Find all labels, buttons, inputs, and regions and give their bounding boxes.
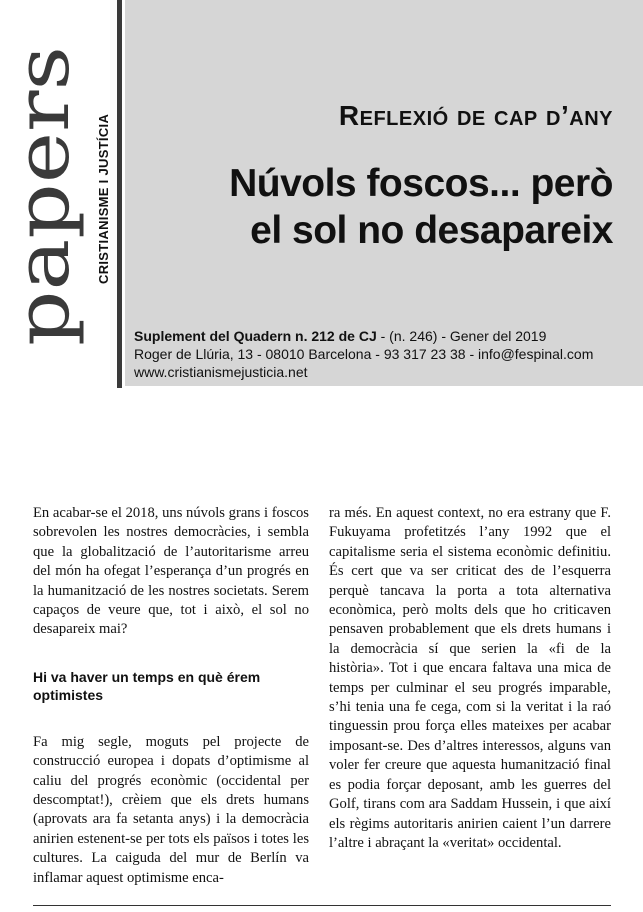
address-line: Roger de Llúria, 13 - 08010 Barcelona - 93 317 23 38 - info@fespinal.com	[134, 346, 594, 362]
title-line-2: el sol no desapareix	[250, 209, 613, 252]
masthead-divider	[117, 0, 122, 388]
body-paragraph-part1: Fa mig segle, moguts pel projecte de construcció europea i dopats d’optimisme al caliu del progrés econòmic (occidental per descomptat!), crèiem que els drets humans (aprovats ara fa setanta anys) i la democràcia anirien estenent-se per tots els països i totes les cultures. La caiguda del mur de Berlín va inflamar aquest optimisme enca-	[33, 733, 309, 886]
intro-paragraph: En acabar-se el 2018, uns núvols grans i foscos sobrevolen les nostres democràcies, i sembla que la globalització de l’autoritarisme arreu del món ha ofegat l’esperança d’un progrés en la humanització de les nostres societats. Serem capaços de veure que, tot i això, el sol no desapareix mai?	[33, 505, 309, 638]
papers-logo-text: papers	[0, 89, 86, 346]
publication-info	[134, 327, 593, 381]
section-label: Reflexió de cap d’any	[338, 100, 613, 131]
website-line: www.cristianismejusticia.net	[134, 364, 308, 380]
issue-rest: - (n. 246) - Gener del 2019	[376, 328, 547, 344]
title-line-1: Núvols foscos... però	[229, 162, 613, 205]
article-column-left	[33, 504, 309, 888]
bottom-divider	[33, 905, 611, 906]
papers-logo	[0, 0, 86, 388]
issue-line	[134, 327, 593, 345]
article-column-right	[329, 504, 611, 853]
issue-bold: Suplement del Quadern n. 212 de CJ	[134, 328, 377, 344]
section-subheading: Hi va haver un temps en què érem optimistes	[33, 668, 261, 704]
page-title	[153, 160, 613, 254]
body-paragraph-part2: ra més. En aquest context, no era estrany que F. Fukuyama profetitzés l’any 1992 que el capitalisme seria el sistema econòmic definitiu. És cert que va ser criticat des de l’esquerra perquè tancava la porta a tota alternativa econòmica, però molts dels que ho criticaven pensaven probablement que els drets humans i la democràcia sí que serien la «fi de la història». Tot i que encara faltava una mica de temps per culminar el seu progrés imparable, s’hi tenia una fe cega, com si la veritat i la raó tinguessin prou força elles mateixes per acabar imposant-se. Des d’altres interessos, alguns van voler fer creure que aquesta humanització final es podia forçar deposant, amb les guerres del Golf, tirans com ara Saddam Hussein, i que així els règims autoritaris anirien caient l’un darrere l’altre i abraçant la «veritat» occidental.	[329, 505, 611, 851]
masthead-subtitle: CRISTIANISME I JUSTÍCIA	[96, 113, 111, 284]
